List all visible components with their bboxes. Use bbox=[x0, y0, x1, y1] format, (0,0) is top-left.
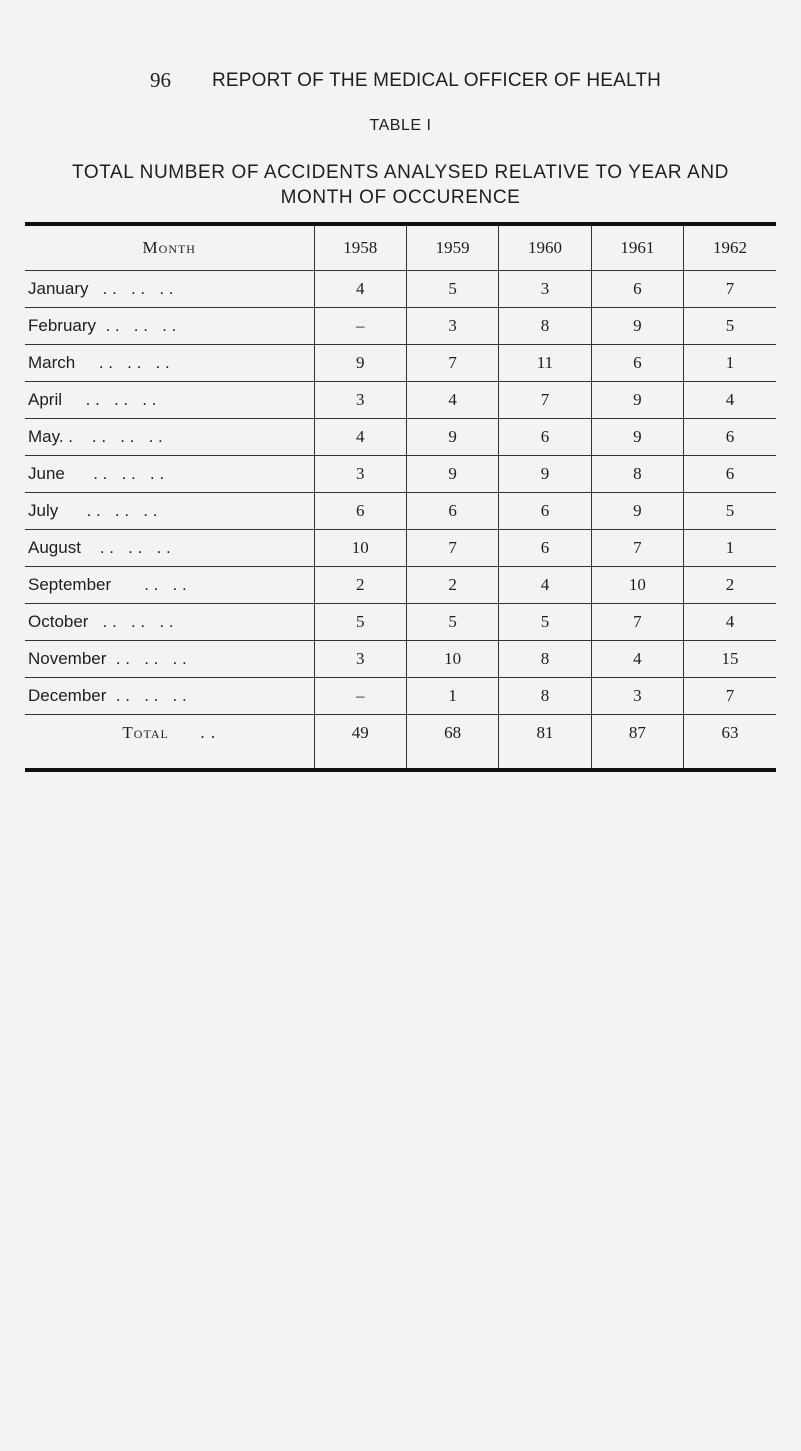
value-cell: 6 bbox=[499, 493, 591, 530]
total-cell: 87 bbox=[591, 715, 683, 771]
table-row bbox=[25, 382, 776, 419]
total-cell: 81 bbox=[499, 715, 591, 771]
value-cell: 6 bbox=[591, 271, 683, 308]
month-cell: December . . . . . . bbox=[25, 678, 314, 715]
value-cell: 15 bbox=[684, 641, 776, 678]
value-cell: 6 bbox=[684, 419, 776, 456]
value-cell: 3 bbox=[499, 271, 591, 308]
value-cell: 3 bbox=[591, 678, 683, 715]
value-cell: 4 bbox=[684, 382, 776, 419]
month-cell: April . . . . . . bbox=[25, 382, 314, 419]
value-cell: – bbox=[314, 678, 406, 715]
value-cell: 5 bbox=[499, 604, 591, 641]
value-cell: 4 bbox=[314, 419, 406, 456]
value-cell: 2 bbox=[314, 567, 406, 604]
table-label: TABLE I bbox=[369, 117, 432, 134]
value-cell: 3 bbox=[314, 382, 406, 419]
value-cell: 6 bbox=[591, 345, 683, 382]
month-cell: July . . . . . . bbox=[25, 493, 314, 530]
table-footer bbox=[25, 715, 776, 771]
table-title bbox=[25, 160, 776, 210]
table-row bbox=[25, 308, 776, 345]
table-row bbox=[25, 530, 776, 567]
table-title-line-2: MONTH OF OCCURENCE bbox=[280, 187, 521, 208]
value-cell: 4 bbox=[314, 271, 406, 308]
month-cell: November . . . . . . bbox=[25, 641, 314, 678]
table-header bbox=[25, 224, 776, 271]
value-cell: 9 bbox=[591, 419, 683, 456]
value-cell: 8 bbox=[499, 641, 591, 678]
total-label: Total . . bbox=[25, 715, 314, 771]
value-cell: 8 bbox=[499, 308, 591, 345]
month-cell: August . . . . . . bbox=[25, 530, 314, 567]
column-header-month: Month bbox=[25, 224, 314, 271]
month-cell: January . . . . . . bbox=[25, 271, 314, 308]
value-cell: 4 bbox=[499, 567, 591, 604]
table-row bbox=[25, 567, 776, 604]
value-cell: 1 bbox=[684, 530, 776, 567]
header-row bbox=[25, 224, 776, 271]
value-cell: 10 bbox=[314, 530, 406, 567]
value-cell: 6 bbox=[499, 419, 591, 456]
page-header bbox=[0, 68, 801, 92]
month-cell: February . . . . . . bbox=[25, 308, 314, 345]
table-row bbox=[25, 493, 776, 530]
table-row bbox=[25, 641, 776, 678]
total-row bbox=[25, 715, 776, 771]
column-header-year: 1959 bbox=[406, 224, 498, 271]
table-row bbox=[25, 271, 776, 308]
page-number: 96 bbox=[150, 68, 171, 92]
column-header-year: 1962 bbox=[684, 224, 776, 271]
value-cell: 1 bbox=[406, 678, 498, 715]
value-cell: 6 bbox=[406, 493, 498, 530]
value-cell: 9 bbox=[406, 419, 498, 456]
value-cell: 9 bbox=[591, 382, 683, 419]
value-cell: 6 bbox=[314, 493, 406, 530]
value-cell: 6 bbox=[499, 530, 591, 567]
value-cell: 2 bbox=[684, 567, 776, 604]
column-header-year: 1961 bbox=[591, 224, 683, 271]
value-cell: – bbox=[314, 308, 406, 345]
running-head: REPORT OF THE MEDICAL OFFICER OF HEALTH bbox=[212, 70, 662, 91]
value-cell: 9 bbox=[499, 456, 591, 493]
value-cell: 3 bbox=[406, 308, 498, 345]
value-cell: 9 bbox=[591, 308, 683, 345]
value-cell: 5 bbox=[406, 271, 498, 308]
value-cell: 4 bbox=[591, 641, 683, 678]
value-cell: 9 bbox=[314, 345, 406, 382]
value-cell: 4 bbox=[684, 604, 776, 641]
table-row bbox=[25, 419, 776, 456]
value-cell: 7 bbox=[591, 604, 683, 641]
month-cell: March . . . . . . bbox=[25, 345, 314, 382]
value-cell: 5 bbox=[406, 604, 498, 641]
month-cell: May. . . . . . . . bbox=[25, 419, 314, 456]
column-header-year: 1958 bbox=[314, 224, 406, 271]
table-row bbox=[25, 345, 776, 382]
value-cell: 7 bbox=[684, 271, 776, 308]
value-cell: 7 bbox=[684, 678, 776, 715]
value-cell: 5 bbox=[684, 308, 776, 345]
value-cell: 8 bbox=[499, 678, 591, 715]
month-cell: October . . . . . . bbox=[25, 604, 314, 641]
table-row bbox=[25, 678, 776, 715]
total-cell: 63 bbox=[684, 715, 776, 771]
value-cell: 5 bbox=[684, 493, 776, 530]
value-cell: 5 bbox=[314, 604, 406, 641]
column-header-year: 1960 bbox=[499, 224, 591, 271]
value-cell: 7 bbox=[406, 345, 498, 382]
accidents-table bbox=[25, 222, 776, 772]
value-cell: 7 bbox=[406, 530, 498, 567]
table-row bbox=[25, 456, 776, 493]
month-cell: June . . . . . . bbox=[25, 456, 314, 493]
value-cell: 2 bbox=[406, 567, 498, 604]
value-cell: 7 bbox=[591, 530, 683, 567]
table-title-line-1: TOTAL NUMBER OF ACCIDENTS ANALYSED RELATIVE TO YEAR AND bbox=[72, 162, 729, 183]
value-cell: 9 bbox=[406, 456, 498, 493]
table-row bbox=[25, 604, 776, 641]
table-body bbox=[25, 271, 776, 715]
value-cell: 3 bbox=[314, 456, 406, 493]
value-cell: 3 bbox=[314, 641, 406, 678]
value-cell: 11 bbox=[499, 345, 591, 382]
value-cell: 8 bbox=[591, 456, 683, 493]
value-cell: 10 bbox=[591, 567, 683, 604]
value-cell: 1 bbox=[684, 345, 776, 382]
month-cell: September . . . . bbox=[25, 567, 314, 604]
value-cell: 6 bbox=[684, 456, 776, 493]
value-cell: 4 bbox=[406, 382, 498, 419]
value-cell: 10 bbox=[406, 641, 498, 678]
total-cell: 49 bbox=[314, 715, 406, 771]
value-cell: 9 bbox=[591, 493, 683, 530]
total-cell: 68 bbox=[406, 715, 498, 771]
value-cell: 7 bbox=[499, 382, 591, 419]
